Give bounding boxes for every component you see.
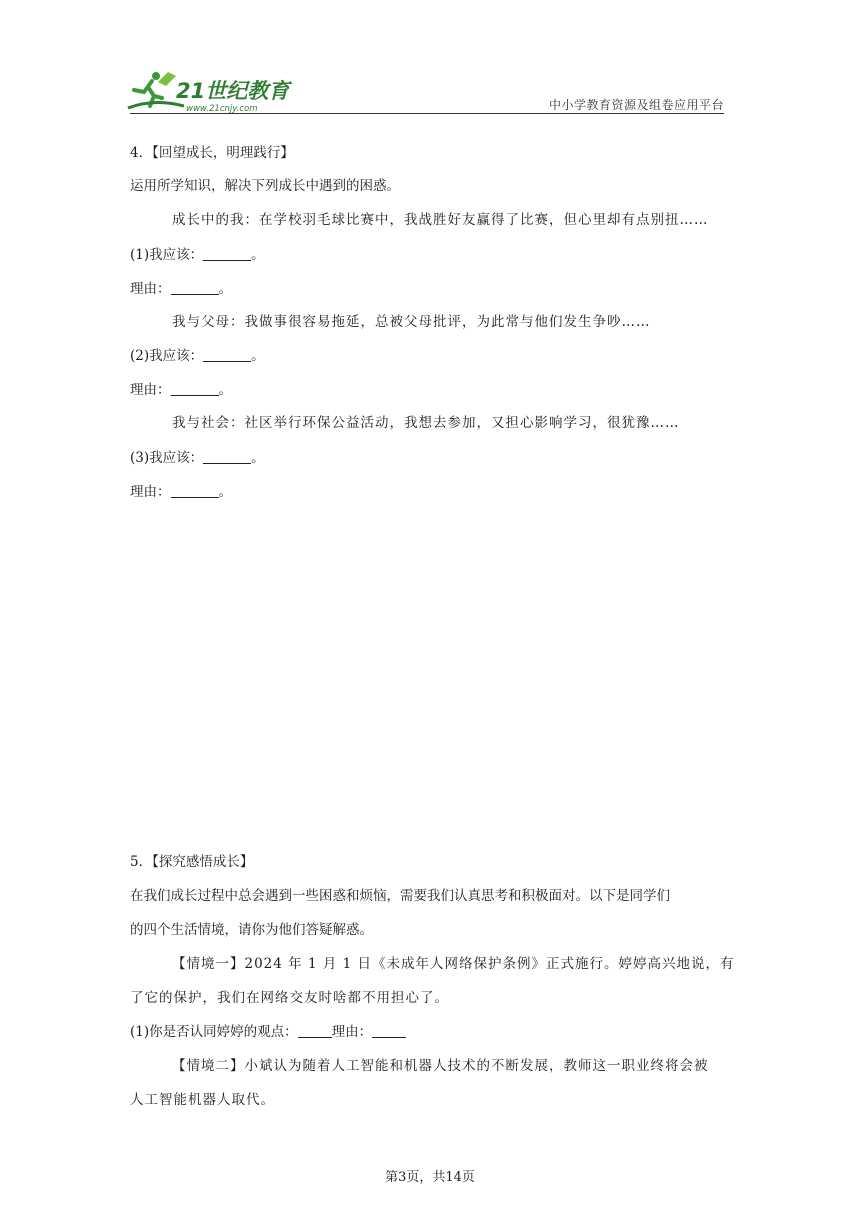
answer-blank[interactable] [203,449,251,464]
page-footer: 第3页，共14页 [385,1170,475,1185]
platform-name: 中小学教育资源及组卷应用平台 [548,98,724,112]
answer-blank[interactable] [203,246,251,261]
q4-reason-2: 理由： 。 [130,382,232,398]
q5-situation-2-line-2: 人工智能机器人取代。 [130,1092,275,1108]
q5-situation-1-line-1: 【情境一】2024 年 1 月 1 日《未成年人网络保护条例》正式施行。婷婷高兴地说，有 [172,956,735,972]
page-header [0,0,860,120]
logo-url: www.21cnjy.com [186,104,258,114]
header-rule [130,113,724,114]
answer-blank[interactable] [171,381,219,396]
q5-situation-2-line-1: 【情境二】小斌认为随着人工智能和机器人技术的不断发展，教师这一职业终将会被 [172,1058,709,1074]
q4-answer-2: (2)我应该： 。 [130,348,265,364]
q4-title: 4．【回望成长，明理践行】 [130,145,294,161]
answer-blank[interactable] [171,280,219,295]
q4-answer-1: (1)我应该： 。 [130,247,265,263]
q4-intro: 运用所学知识，解决下列成长中遇到的困惑。 [130,178,400,194]
answer-blank[interactable] [372,1023,406,1038]
answer-blank[interactable] [298,1023,332,1038]
q5-question-1: (1)你是否认同婷婷的观点： 理由： [130,1022,406,1042]
answer-blank[interactable] [171,483,219,498]
answer-blank[interactable] [203,347,251,362]
q4-reason-3: 理由： 。 [130,484,232,500]
q4-scene-3: 我与社会：社区举行环保公益活动，我想去参加，又担心影响学习，很犹豫…… [172,415,680,431]
q5-intro-line-2: 的四个生活情境，请你为他们答疑解惑。 [130,922,373,938]
q4-answer-3: (3)我应该： 。 [130,450,265,466]
q5-situation-1-line-2: 了它的保护，我们在网络交友时啥都不用担心了。 [130,990,449,1006]
q4-scene-1: 成长中的我：在学校羽毛球比赛中，我战胜好友赢得了比赛，但心里却有点别扭…… [172,212,709,228]
q5-title: 5．【探究感悟成长】 [130,854,254,870]
logo [124,68,294,116]
q4-scene-2: 我与父母：我做事很容易拖延，总被父母批评，为此常与他们发生争吵…… [172,314,651,330]
q5-intro-line-1: 在我们成长过程中总会遇到一些困惑和烦恼，需要我们认真思考和积极面对。以下是同学们 [130,888,670,904]
logo-wordmark: 21世纪教育 [176,79,290,103]
q4-reason-1: 理由： 。 [130,281,232,297]
